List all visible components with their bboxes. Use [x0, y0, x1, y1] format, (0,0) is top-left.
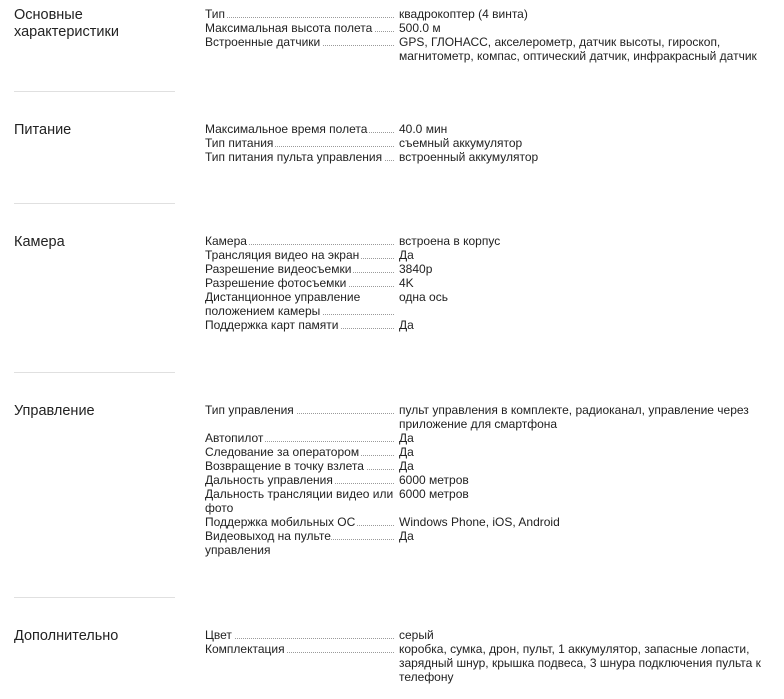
- spec-label: Поддержка мобильных ОС: [205, 515, 395, 529]
- spec-rows: [205, 234, 780, 332]
- spec-row: [205, 276, 780, 290]
- spec-rows: [205, 628, 780, 684]
- spec-row: [205, 445, 780, 459]
- spec-label: Видеовыход на пульте управления: [205, 529, 395, 557]
- section-title: Основные характеристики: [14, 7, 119, 40]
- spec-label: Дальность управления: [205, 473, 395, 487]
- spec-row: [205, 318, 780, 332]
- spec-label: Максимальное время полета: [205, 122, 395, 136]
- spec-label: Дистанционное управление положением камеры: [205, 290, 395, 318]
- spec-label: Возвращение в точку взлета: [205, 459, 395, 473]
- section-divider: [14, 597, 175, 598]
- spec-row: [205, 473, 780, 487]
- spec-value: 3840p: [399, 262, 433, 276]
- section-title: Дополнительно: [14, 628, 119, 644]
- spec-label: Разрешение видеосъемки: [205, 262, 395, 276]
- spec-value: GPS, ГЛОНАСС, акселерометр, датчик высоты, гироскоп, магнитометр, компас, оптический датчик, инфракрасный датчик: [399, 35, 757, 63]
- spec-value: встроенный аккумулятор: [399, 150, 539, 164]
- spec-value: 6000 метров: [399, 473, 469, 487]
- spec-label: Дальность трансляции видео или фото: [205, 487, 394, 515]
- spec-rows: [205, 7, 780, 63]
- spec-row: [205, 403, 780, 431]
- section-divider: [14, 372, 175, 373]
- spec-row: [205, 7, 780, 21]
- spec-value: Да: [399, 318, 414, 332]
- spec-label: Трансляция видео на экран: [205, 248, 395, 262]
- spec-row: [205, 515, 780, 529]
- spec-row: [205, 262, 780, 276]
- spec-value: серый: [399, 628, 434, 642]
- spec-row: [205, 290, 780, 318]
- spec-label: Следование за оператором: [205, 445, 395, 459]
- spec-label: Максимальная высота полета: [205, 21, 395, 35]
- spec-row: [205, 122, 780, 136]
- section-divider: [14, 91, 175, 92]
- spec-row: [205, 642, 780, 684]
- section-title: Камера: [14, 234, 65, 250]
- spec-label: Автопилот: [205, 431, 395, 445]
- section-divider: [14, 203, 175, 204]
- spec-row: [205, 459, 780, 473]
- spec-label: Камера: [205, 234, 395, 248]
- spec-value: 40.0 мин: [399, 122, 448, 136]
- section-title: Управление: [14, 403, 95, 419]
- spec-row: [205, 150, 780, 164]
- spec-label: Встроенные датчики: [205, 35, 395, 63]
- spec-row: [205, 35, 780, 63]
- spec-label: Комплектация: [205, 642, 395, 684]
- spec-value: 6000 метров: [399, 487, 469, 501]
- spec-value: квадрокоптер (4 винта): [399, 7, 528, 21]
- spec-value: Windows Phone, iOS, Android: [399, 515, 560, 529]
- spec-label: Тип: [205, 7, 395, 21]
- spec-value: Да: [399, 529, 414, 543]
- spec-row: [205, 136, 780, 150]
- spec-label: Тип питания пульта управления: [205, 150, 395, 164]
- spec-label: Тип управления: [205, 403, 395, 431]
- spec-value: Да: [399, 445, 414, 459]
- spec-label: Цвет: [205, 628, 395, 642]
- spec-value: 500.0 м: [399, 21, 441, 35]
- spec-value: Да: [399, 459, 414, 473]
- spec-value: съемный аккумулятор: [399, 136, 523, 150]
- spec-value: пульт управления в комплекте, радиоканал, управление через приложение для смартфона: [399, 403, 749, 431]
- spec-value: Да: [399, 431, 414, 445]
- spec-rows: [205, 403, 780, 557]
- spec-row: [205, 628, 780, 642]
- spec-label: Разрешение фотосъемки: [205, 276, 395, 290]
- spec-rows: [205, 122, 780, 164]
- spec-row: [205, 248, 780, 262]
- spec-value: одна ось: [399, 290, 448, 304]
- spec-row: [205, 431, 780, 445]
- spec-row: [205, 234, 780, 248]
- section-title: Питание: [14, 122, 72, 138]
- spec-value: встроена в корпус: [399, 234, 501, 248]
- spec-row: [205, 487, 780, 515]
- spec-label: Поддержка карт памяти: [205, 318, 395, 332]
- spec-row: [205, 529, 780, 557]
- spec-value: 4K: [399, 276, 414, 290]
- spec-value: коробка, сумка, дрон, пульт, 1 аккумулятор, запасные лопасти, зарядный шнур, крышка подвеса, 3 шнура подключения пульта к телефону: [399, 642, 761, 684]
- spec-row: [205, 21, 780, 35]
- spec-label: Тип питания: [205, 136, 395, 150]
- spec-value: Да: [399, 248, 414, 262]
